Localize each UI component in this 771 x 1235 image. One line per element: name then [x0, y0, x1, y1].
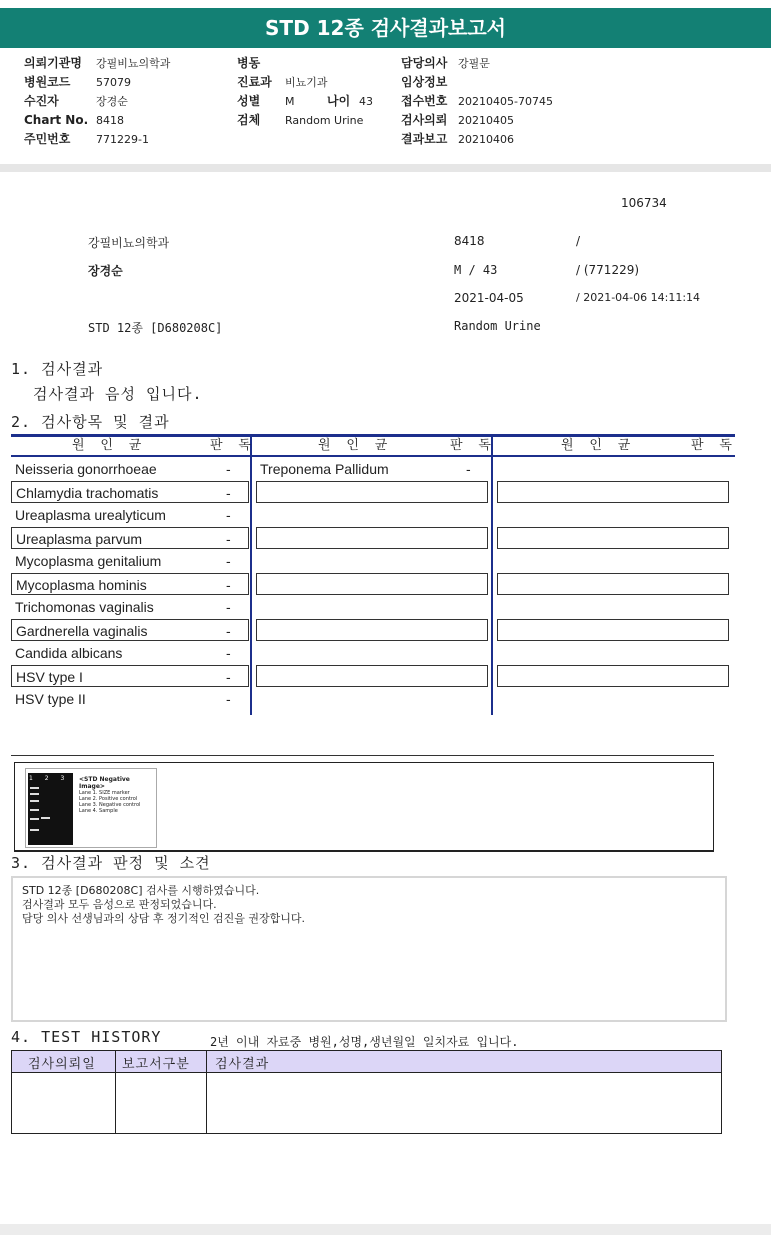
pathogen-result: - — [226, 669, 231, 685]
pathogen-name: Ureaplasma urealyticum — [15, 507, 166, 523]
grid-divider-2 — [491, 434, 493, 715]
table-row — [11, 596, 249, 618]
gel-image-frame — [14, 762, 714, 852]
value-chart-no: 8418 — [96, 114, 124, 127]
pathogen-result: - — [226, 599, 231, 615]
history-header-type: 보고서구분 — [122, 1057, 190, 1072]
pathogen-result: - — [466, 461, 471, 477]
report-request-date: 2021-04-05 — [454, 291, 524, 305]
grid-header-pathogen-1: 원 인 균 — [72, 438, 146, 453]
empty-cell — [256, 619, 488, 641]
value-request-date: 20210405 — [458, 114, 514, 127]
image-rule — [11, 755, 714, 756]
empty-cell — [256, 527, 488, 549]
label-specimen: 검체 — [237, 113, 261, 127]
gel-legend-item: Lane 3. Negative control — [79, 802, 141, 808]
table-row — [11, 481, 249, 503]
pathogen-result: - — [226, 577, 231, 593]
empty-cell — [497, 665, 729, 687]
label-clinical-info: 임상정보 — [401, 75, 448, 89]
grid-header-result-3: 판 독 — [691, 438, 736, 453]
label-request-date: 검사의뢰 — [401, 113, 448, 127]
label-resident-no: 주민번호 — [24, 132, 71, 146]
section-2-heading: 2. 검사항목 및 결과 — [11, 413, 170, 431]
empty-cell — [256, 481, 488, 503]
label-doctor: 담당의사 — [401, 56, 448, 70]
history-table — [11, 1050, 722, 1134]
report-chart: 8418 — [454, 234, 485, 248]
pathogen-result: - — [226, 507, 231, 523]
gel-legend-item: Lane 1. SIZE marker — [79, 790, 130, 796]
report-number: 106734 — [621, 196, 667, 210]
value-department: 비뇨기과 — [285, 76, 328, 89]
gel-legend-item: Lane 2. Positive control — [79, 796, 138, 802]
pathogen-result: - — [226, 531, 231, 547]
value-hospital-code: 57079 — [96, 76, 131, 89]
opinion-box — [11, 876, 727, 1022]
pathogen-result: - — [226, 691, 231, 707]
value-resident-no: 771229-1 — [96, 133, 149, 146]
report-test-name: STD 12종 [D680208C] — [88, 321, 223, 335]
value-clinic: 강필비뇨의학과 — [96, 57, 171, 70]
empty-cell — [497, 481, 729, 503]
pathogen-name: Trichomonas vaginalis — [15, 599, 154, 615]
gel-image — [25, 768, 157, 848]
history-note: 2년 이내 자료중 병원,성명,생년월일 일치자료 입니다. — [210, 1035, 519, 1049]
grid-divider-1 — [250, 434, 252, 715]
table-row — [11, 665, 249, 687]
label-patient: 수진자 — [24, 94, 59, 108]
table-row — [11, 642, 249, 664]
value-receipt-no: 20210405-70745 — [458, 95, 553, 108]
report-title: STD 12종 검사결과보고서 — [0, 8, 771, 48]
pathogen-name: Neisseria gonorrhoeae — [15, 461, 157, 477]
pathogen-name: Mycoplasma hominis — [16, 577, 147, 593]
pathogen-result: - — [226, 645, 231, 661]
header-info-middle — [237, 54, 373, 130]
header-info-left — [24, 54, 170, 149]
opinion-line: 담당 의사 선생님과의 상담 후 정기적인 검진을 권장합니다. — [22, 912, 305, 925]
table-row — [11, 619, 249, 641]
value-sex: M — [285, 95, 295, 108]
label-hospital-code: 병원코드 — [24, 75, 71, 89]
gel-legend-item: Lane 4. Sample — [79, 808, 118, 814]
label-clinic: 의뢰기관명 — [24, 56, 82, 70]
pathogen-name: HSV type I — [16, 669, 83, 685]
pathogen-name: Gardnerella vaginalis — [16, 623, 148, 639]
header-info-right — [401, 54, 553, 149]
pathogen-name: Mycoplasma genitalium — [15, 553, 162, 569]
report-specimen: Random Urine — [454, 319, 541, 333]
pathogen-result: - — [226, 553, 231, 569]
section-4-heading: 4. TEST HISTORY — [11, 1028, 162, 1046]
grid-header-result-1: 판 독 — [210, 438, 255, 453]
label-chart-no: Chart No. — [24, 113, 89, 127]
report-report-datetime: / 2021-04-06 14:11:14 — [576, 291, 701, 304]
empty-cell — [497, 619, 729, 641]
value-specimen: Random Urine — [285, 114, 364, 127]
grid-header-pathogen-2: 원 인 균 — [318, 438, 392, 453]
table-row — [11, 458, 249, 480]
report-birth: / (771229) — [576, 263, 640, 277]
pathogen-name: Treponema Pallidum — [260, 461, 389, 477]
table-row — [11, 573, 249, 595]
history-header-result: 검사결과 — [215, 1057, 270, 1072]
label-report-date: 결과보고 — [401, 132, 448, 146]
pathogen-result: - — [226, 623, 231, 639]
grid-header-pathogen-3: 원 인 균 — [561, 438, 635, 453]
label-department: 진료과 — [237, 75, 272, 89]
gel-lane-numbers: 1 2 3 4 — [29, 775, 85, 782]
gel-title: <STD Negative Image> — [79, 776, 130, 790]
value-doctor: 강필문 — [458, 57, 490, 70]
empty-cell — [256, 573, 488, 595]
pathogen-name: Ureaplasma parvum — [16, 531, 143, 547]
opinion-line: STD 12종 [D680208C] 검사를 시행하였습니다. — [22, 884, 260, 897]
section-1-heading: 1. 검사결과 — [11, 360, 104, 378]
table-row — [11, 550, 249, 572]
section-3-heading: 3. 검사결과 판정 및 소견 — [11, 854, 211, 872]
table-row — [11, 527, 249, 549]
pathogen-name: Candida albicans — [15, 645, 123, 661]
pathogen-result: - — [226, 461, 231, 477]
grid-header-result-2: 판 독 — [450, 438, 495, 453]
label-age: 나이 — [327, 94, 351, 108]
history-header-date: 검사의뢰일 — [28, 1057, 96, 1072]
empty-cell — [256, 665, 488, 687]
report-clinic: 강필비뇨의학과 — [88, 236, 170, 250]
label-sex: 성별 — [237, 94, 261, 108]
pathogen-result: - — [226, 485, 231, 501]
header-divider — [0, 164, 771, 172]
opinion-line: 검사결과 모두 음성으로 판정되었습니다. — [22, 898, 217, 911]
gel-lanes-image — [28, 773, 73, 845]
report-sex-age: M / 43 — [454, 263, 498, 277]
report-patient: 장경순 — [88, 264, 123, 278]
grid-header-rule — [11, 455, 735, 457]
empty-cell — [497, 527, 729, 549]
label-receipt-no: 접수번호 — [401, 94, 448, 108]
pathogen-name: HSV type II — [15, 691, 86, 707]
label-ward: 병동 — [237, 56, 261, 70]
value-age: 43 — [359, 95, 373, 108]
table-row — [11, 688, 249, 710]
footer-band — [0, 1224, 771, 1235]
table-row — [11, 504, 249, 526]
value-patient: 장경순 — [96, 95, 128, 108]
report-slash: / — [576, 234, 581, 248]
value-report-date: 20210406 — [458, 133, 514, 146]
section-1-result: 검사결과 음성 입니다. — [33, 385, 203, 403]
pathogen-name: Chlamydia trachomatis — [16, 485, 159, 501]
empty-cell — [497, 573, 729, 595]
table-row — [256, 458, 488, 480]
